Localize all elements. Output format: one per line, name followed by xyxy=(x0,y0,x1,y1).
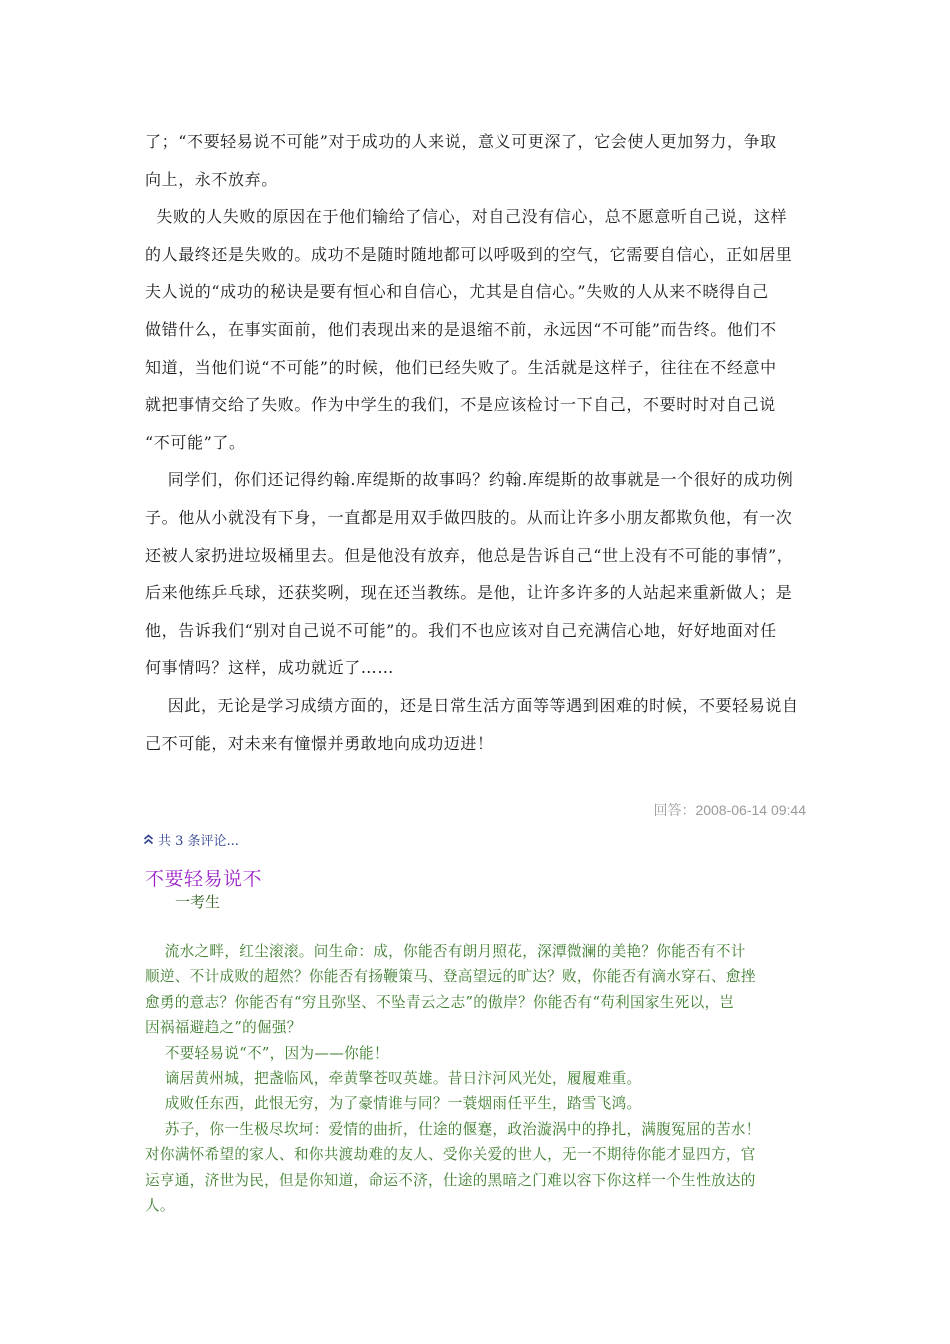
article-line: 夫人说的“成功的秘诀是要有恒心和自信心，尤其是自信心。”失败的人从来不晓得自己 xyxy=(145,282,769,302)
comment-line: 成败任东西，此恨无穷，为了豪情谁与同？一蓑烟雨任平生，踏雪飞鸿。 xyxy=(145,1095,642,1113)
comment-line: 苏子，你一生极尽坎坷：爱情的曲折，仕途的偃蹇，政治漩涡中的挣扎，满腹冤屈的苦水！ xyxy=(145,1120,761,1138)
comment-line: 因祸福避趋之”的倔强？ xyxy=(145,1019,302,1037)
article-line: 失败的人失败的原因在于他们输给了信心，对自己没有信心，总不愿意听自己说，这样 xyxy=(145,207,788,227)
article-line: 做错什么，在事实面前，他们表现出来的是退缩不前，永远因“不可能”而告终。他们不 xyxy=(145,319,777,339)
comment-line: 愈勇的意志？你能否有“穷且弥坚、不坠青云之志”的傲岸？你能否有“苟利国家生死以，岂 xyxy=(145,993,735,1011)
comment-body xyxy=(145,939,835,1218)
comment-title: 不要轻易说不 xyxy=(145,869,263,890)
article-line: 的人最终还是失败的。成功不是随时随地都可以呼吸到的空气，它需要自信心，正如居里 xyxy=(145,244,793,264)
article-line: 同学们，你们还记得约翰.库缇斯的故事吗？约翰.库缇斯的故事就是一个很好的成功例 xyxy=(145,470,794,490)
comment-line: 顺逆、不计成败的超然？你能否有扬鞭策马、登高望远的旷达？败，你能否有滴水穿石、愈挫 xyxy=(145,968,756,986)
comment-line: 人。 xyxy=(145,1197,175,1215)
article-line: 己不可能，对未来有憧憬并勇敢地向成功迈进！ xyxy=(145,733,494,753)
article-line: 知道，当他们说“不可能”的时候，他们已经失败了。生活就是这样子，往往在不经意中 xyxy=(145,357,777,377)
double-chevron-up-icon xyxy=(143,834,154,845)
comment-line: 对你满怀希望的家人、和你共渡劫难的友人、受你关爱的世人，无一不期待你能才显四方，官 xyxy=(145,1146,756,1164)
comment-line: 不要轻易说“不”，因为——你能！ xyxy=(145,1044,389,1062)
comment-line: 运亨通，济世为民，但是你知道，命运不济，仕途的黑暗之门难以容下你这样一个生性放达的 xyxy=(145,1171,756,1189)
answer-timestamp: 回答：2008-06-14 09:44 xyxy=(653,802,806,818)
comments-toggle-link[interactable] xyxy=(143,830,239,849)
comment-line: 流水之畔，红尘滚滚。问生命：成，你能否有朗月照花，深潭微澜的美艳？你能否有不计 xyxy=(145,943,746,960)
article-line: 还被人家扔进垃圾桶里去。但是他没有放弃，他总是告诉自己“世上没有不可能的事情”， xyxy=(145,545,794,565)
article-line: 后来他练乒乓球，还获奖咧，现在还当教练。是他，让许多许多的人站起来重新做人；是 xyxy=(145,583,793,603)
comment-author: 一考生 xyxy=(175,893,221,911)
article-line: “不可能”了。 xyxy=(145,432,246,452)
article-line: 何事情吗？这样，成功就近了…… xyxy=(145,658,395,678)
article-line: 因此，无论是学习成绩方面的，还是日常生活方面等等遇到困难的时候，不要轻易说自 xyxy=(145,695,799,715)
answer-article xyxy=(145,123,815,762)
article-line: 子。他从小就没有下身，一直都是用双手做四肢的。从而让许多小朋友都欺负他，有一次 xyxy=(145,507,793,527)
comment-line: 谪居黄州城，把盏临风，牵黄擎苍叹英雄。昔日汴河风光处，履履难重。 xyxy=(145,1070,642,1088)
comments-count-label[interactable]: 共 3 条评论... xyxy=(158,834,239,849)
article-line: 就把事情交给了失败。作为中学生的我们，不是应该检讨一下自己，不要时时对自己说 xyxy=(145,395,776,415)
article-line: 向上，永不放弃。 xyxy=(145,169,278,189)
article-line: 他，告诉我们“别对自己说不可能”的。我们不也应该对自己充满信心地，好好地面对任 xyxy=(145,620,777,640)
article-line: 了；“不要轻易说不可能”对于成功的人来说，意义可更深了，它会使人更加努力，争取 xyxy=(145,132,777,151)
